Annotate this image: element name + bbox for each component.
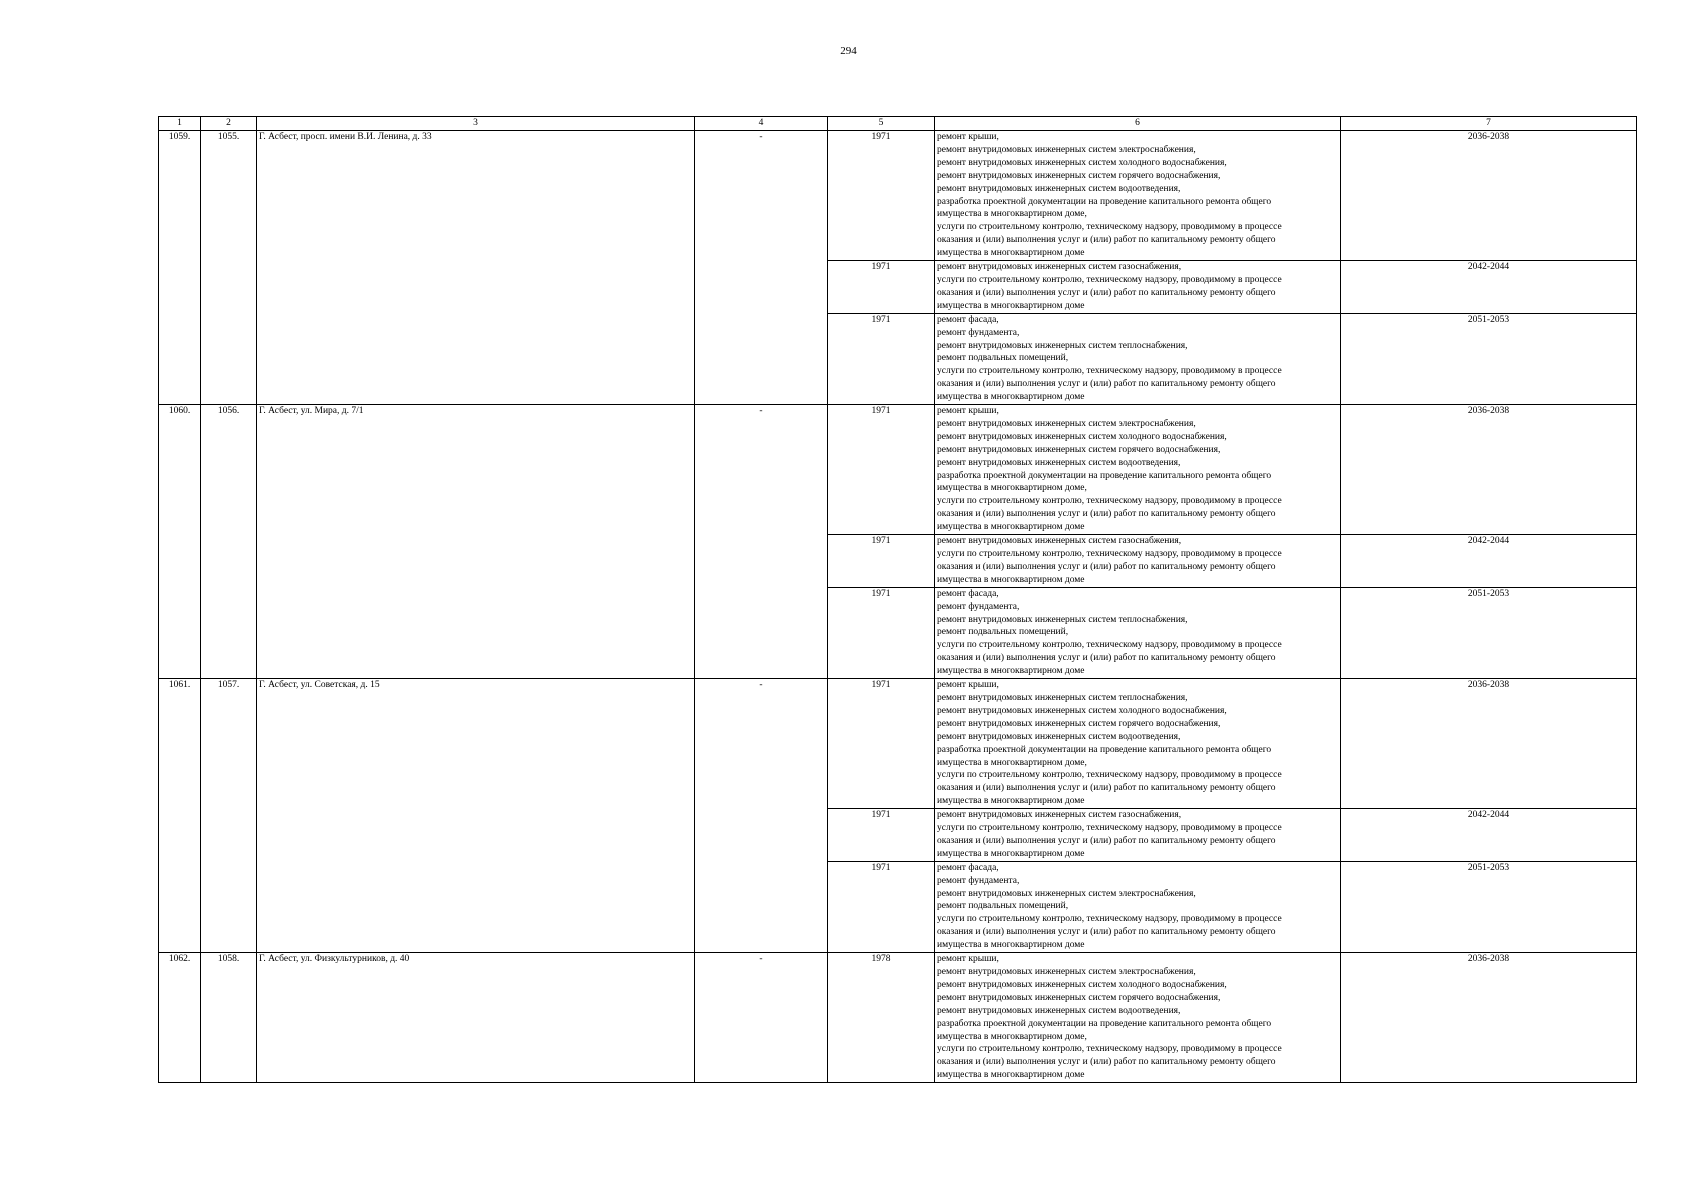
row-number: 1061. <box>159 679 201 953</box>
column-number-row <box>159 117 1637 131</box>
row-sub-number: 1055. <box>201 131 257 405</box>
build-year: 1971 <box>828 405 935 535</box>
row-sub-number: 1057. <box>201 679 257 953</box>
repair-works: ремонт фасада, ремонт фундамента, ремонт внутридомовых инженерных систем теплоснабжения, ремонт подвальных помещений, услуги по строительному контролю, техническому надзору, проводимому в процессе оказания и (или) выполнения услуг и (или) работ по капитальному ремонту общего имущества в многоквартирном доме <box>935 587 1341 678</box>
repair-period: 2051-2053 <box>1341 587 1637 678</box>
repair-period: 2036-2038 <box>1341 679 1637 809</box>
column-header: 4 <box>695 117 828 131</box>
repair-period: 2036-2038 <box>1341 953 1637 1083</box>
repair-period: 2036-2038 <box>1341 131 1637 261</box>
build-year: 1971 <box>828 535 935 588</box>
building-address: Г. Асбест, ул. Физкультурников, д. 40 <box>257 953 695 1083</box>
page-number: 294 <box>840 45 857 57</box>
column-header: 1 <box>159 117 201 131</box>
column-4-value: - <box>695 953 828 1083</box>
build-year: 1971 <box>828 861 935 952</box>
row-number: 1059. <box>159 131 201 405</box>
build-year: 1971 <box>828 313 935 404</box>
build-year: 1971 <box>828 131 935 261</box>
build-year: 1971 <box>828 679 935 809</box>
repair-period: 2042-2044 <box>1341 809 1637 862</box>
repair-works: ремонт фасада, ремонт фундамента, ремонт внутридомовых инженерных систем теплоснабжения, ремонт подвальных помещений, услуги по строительному контролю, техническому надзору, проводимому в процессе оказания и (или) выполнения услуг и (или) работ по капитальному ремонту общего имущества в многоквартирном доме <box>935 313 1341 404</box>
column-4-value: - <box>695 131 828 405</box>
build-year: 1971 <box>828 587 935 678</box>
column-header: 2 <box>201 117 257 131</box>
build-year: 1971 <box>828 261 935 314</box>
repair-works: ремонт внутридомовых инженерных систем газоснабжения, услуги по строительному контролю, техническому надзору, проводимому в процессе оказания и (или) выполнения услуг и (или) работ по капитальному ремонту общего имущества в многоквартирном доме <box>935 535 1341 588</box>
repair-works: ремонт крыши, ремонт внутридомовых инженерных систем электроснабжения, ремонт внутридомовых инженерных систем холодного водоснабжения, ремонт внутридомовых инженерных систем горячего водоснабжения, ремонт внутридомовых инженерных систем водоотведения, разработка проектной документации на проведение капитального ремонта общего имущества в многоквартирном доме, услуги по строительному контролю, техническому надзору, проводимому в процессе оказания и (или) выполнения услуг и (или) работ по капитальному ремонту общего имущества в многоквартирном доме <box>935 131 1341 261</box>
column-header: 3 <box>257 117 695 131</box>
column-header: 6 <box>935 117 1341 131</box>
row-number: 1060. <box>159 405 201 679</box>
building-address: Г. Асбест, просп. имени В.И. Ленина, д. 33 <box>257 131 695 405</box>
table-row <box>159 679 1637 809</box>
table-row <box>159 405 1637 535</box>
repair-period: 2051-2053 <box>1341 861 1637 952</box>
repair-works: ремонт крыши, ремонт внутридомовых инженерных систем электроснабжения, ремонт внутридомовых инженерных систем холодного водоснабжения, ремонт внутридомовых инженерных систем горячего водоснабжения, ремонт внутридомовых инженерных систем водоотведения, разработка проектной документации на проведение капитального ремонта общего имущества в многоквартирном доме, услуги по строительному контролю, техническому надзору, проводимому в процессе оказания и (или) выполнения услуг и (или) работ по капитальному ремонту общего имущества в многоквартирном доме <box>935 405 1341 535</box>
column-4-value: - <box>695 679 828 953</box>
building-address: Г. Асбест, ул. Мира, д. 7/1 <box>257 405 695 679</box>
repair-period: 2042-2044 <box>1341 535 1637 588</box>
repair-works: ремонт крыши, ремонт внутридомовых инженерных систем теплоснабжения, ремонт внутридомовых инженерных систем холодного водоснабжения, ремонт внутридомовых инженерных систем горячего водоснабжения, ремонт внутридомовых инженерных систем водоотведения, разработка проектной документации на проведение капитального ремонта общего имущества в многоквартирном доме, услуги по строительному контролю, техническому надзору, проводимому в процессе оказания и (или) выполнения услуг и (или) работ по капитальному ремонту общего имущества в многоквартирном доме <box>935 679 1341 809</box>
build-year: 1971 <box>828 809 935 862</box>
building-address: Г. Асбест, ул. Советская, д. 15 <box>257 679 695 953</box>
repair-period: 2042-2044 <box>1341 261 1637 314</box>
table-row <box>159 131 1637 261</box>
table-row <box>159 953 1637 1083</box>
repair-period: 2051-2053 <box>1341 313 1637 404</box>
repair-works: ремонт внутридомовых инженерных систем газоснабжения, услуги по строительному контролю, техническому надзору, проводимому в процессе оказания и (или) выполнения услуг и (или) работ по капитальному ремонту общего имущества в многоквартирном доме <box>935 261 1341 314</box>
repair-works: ремонт крыши, ремонт внутридомовых инженерных систем электроснабжения, ремонт внутридомовых инженерных систем холодного водоснабжения, ремонт внутридомовых инженерных систем горячего водоснабжения, ремонт внутридомовых инженерных систем водоотведения, разработка проектной документации на проведение капитального ремонта общего имущества в многоквартирном доме, услуги по строительному контролю, техническому надзору, проводимому в процессе оказания и (или) выполнения услуг и (или) работ по капитальному ремонту общего имущества в многоквартирном доме <box>935 953 1341 1083</box>
repair-schedule-table <box>158 116 1637 1083</box>
repair-period: 2036-2038 <box>1341 405 1637 535</box>
repair-works: ремонт внутридомовых инженерных систем газоснабжения, услуги по строительному контролю, техническому надзору, проводимому в процессе оказания и (или) выполнения услуг и (или) работ по капитальному ремонту общего имущества в многоквартирном доме <box>935 809 1341 862</box>
repair-works: ремонт фасада, ремонт фундамента, ремонт внутридомовых инженерных систем электроснабжения, ремонт подвальных помещений, услуги по строительному контролю, техническому надзору, проводимому в процессе оказания и (или) выполнения услуг и (или) работ по капитальному ремонту общего имущества в многоквартирном доме <box>935 861 1341 952</box>
row-number: 1062. <box>159 953 201 1083</box>
row-sub-number: 1058. <box>201 953 257 1083</box>
build-year: 1978 <box>828 953 935 1083</box>
column-4-value: - <box>695 405 828 679</box>
column-header: 7 <box>1341 117 1637 131</box>
row-sub-number: 1056. <box>201 405 257 679</box>
column-header: 5 <box>828 117 935 131</box>
